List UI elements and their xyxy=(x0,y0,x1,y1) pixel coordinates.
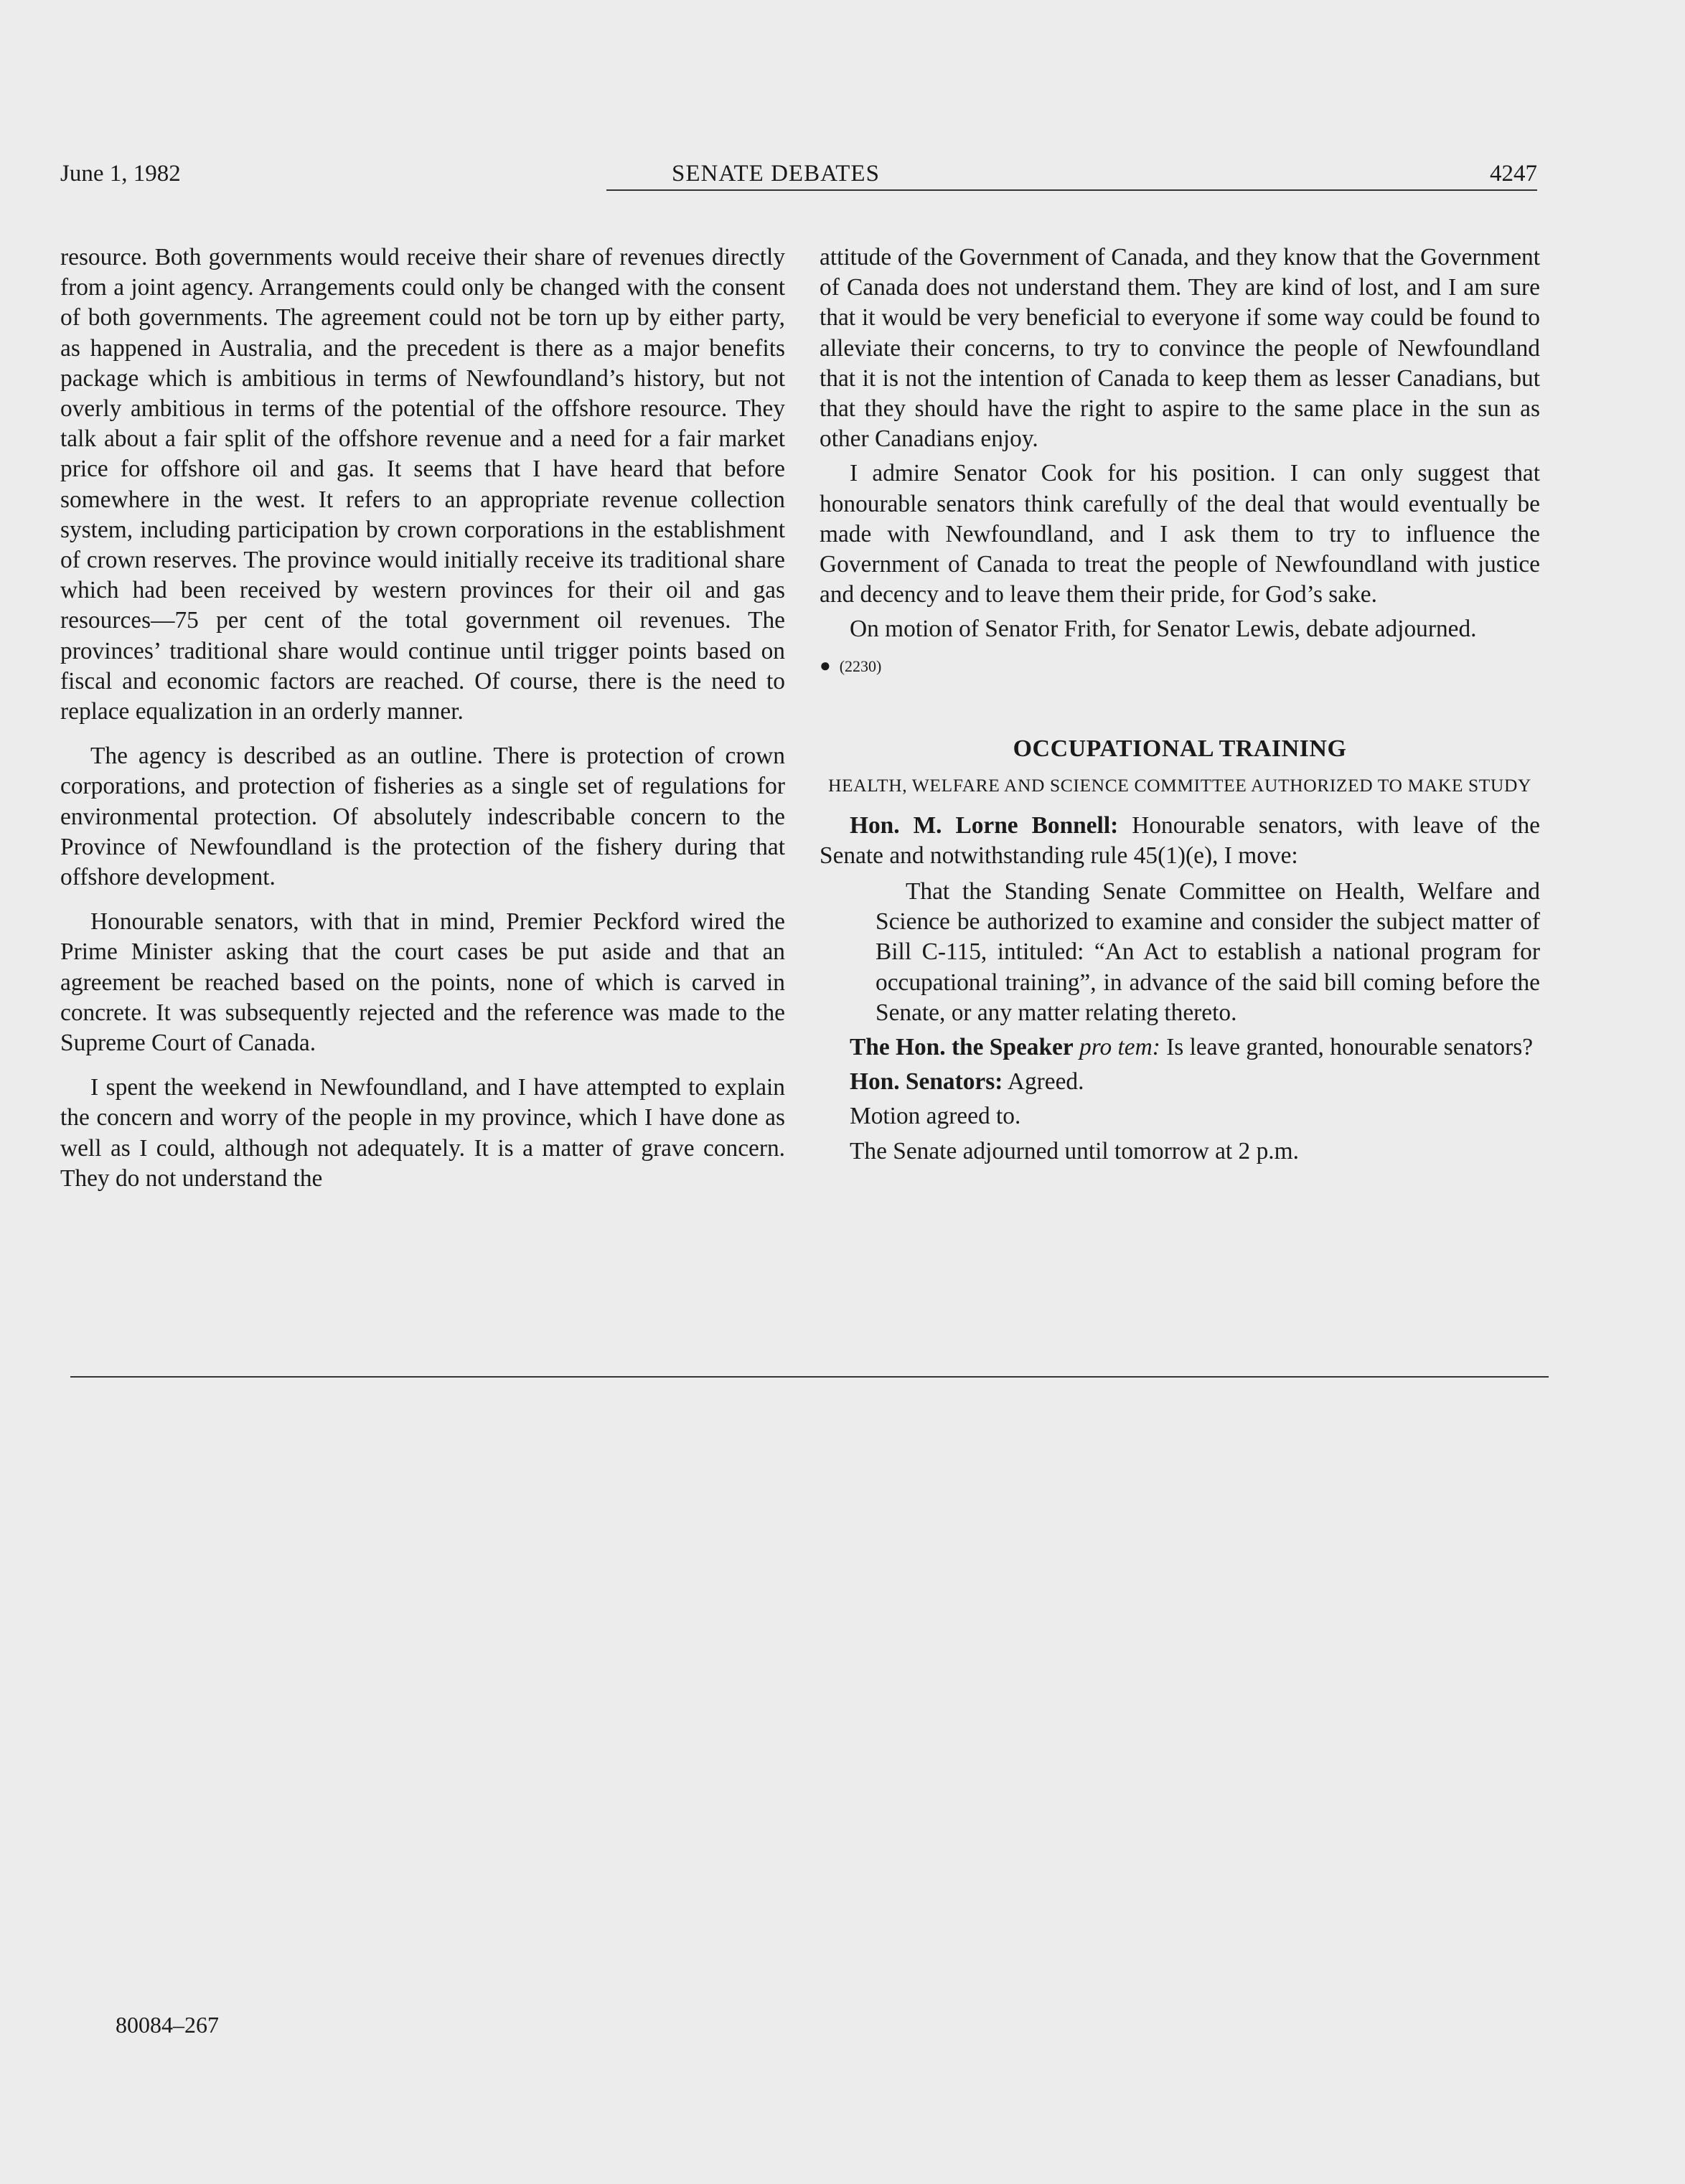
adjournment-note: The Senate adjourned until tomorrow at 2 p.m. xyxy=(850,1137,1299,1164)
motion-agreed: Motion agreed to. xyxy=(850,1103,1021,1130)
header-page-number: 4247 xyxy=(1490,161,1537,187)
speaker-name: Hon. Senators: xyxy=(850,1068,1003,1096)
senators-reply xyxy=(820,1067,1540,1097)
header-rule xyxy=(606,189,1537,191)
time-marker xyxy=(820,655,1540,677)
footer-code: 80084–267 xyxy=(116,2012,219,2038)
left-paragraph-2: The agency is described as an outline. There is protection of crown corporations, and protection of fisheries as a single set of regulations for environmental protection. Of absolutely indescribable concern to the Province of Newfoundland is the protection of the fishery during that offshore development. xyxy=(60,743,785,891)
speaker-question xyxy=(820,1032,1540,1063)
motion-quote: That the Standing Senate Committee on Health, Welfare and Science be authorized to examine and consider the subject matter of Bill C-115, intituled: “An Act to establish a national program for occupational training”, in advance of the said bill coming before the Senate, or any matter relating thereto. xyxy=(876,878,1540,1026)
left-paragraph-3: Honourable senators, with that in mind, Premier Peckford wired the Prime Minister asking that the court cases be put aside and that an agreement be reached based on the points, none of which is carved in concrete. It was subsequently rejected and the reference was made to the Supreme Court of Canada. xyxy=(60,908,785,1057)
time-marker-text: (2230) xyxy=(839,656,882,675)
header-title: SENATE DEBATES xyxy=(672,161,880,187)
left-column xyxy=(60,243,785,1194)
left-paragraph-4: I spent the weekend in Newfoundland, and I have attempted to explain the concern and worry of the people in my province, which I have done as well as I could, although not adequately. It is a matter of grave concern. They do not understand the xyxy=(60,1074,785,1192)
right-paragraph-1: attitude of the Government of Canada, and they know that the Government of Canada does not understand them. They are kind of lost, and I am sure that it would be very beneficial to everyone if some way could be found to alleviate their concerns, to try to convince the people of Newfoundland that it is not the intention of Canada to keep them as lesser Canadians, but that they should have the right to aspire to the same place in the sun as other Canadians enjoy. xyxy=(820,244,1540,453)
right-column xyxy=(820,243,1540,1167)
header-date: June 1, 1982 xyxy=(60,161,181,187)
section-title: OCCUPATIONAL TRAINING xyxy=(1013,735,1347,762)
speaker-name: The Hon. the Speaker xyxy=(850,1034,1074,1061)
speaker-suffix: pro tem: xyxy=(1073,1034,1160,1061)
speaker-text: Agreed. xyxy=(1003,1068,1084,1096)
left-paragraph-1: resource. Both governments would receive their share of revenues directly from a joint agency. Arrangements could only be changed with the consent of both governments. The agreement could not be torn up by either party, as happened in Australia, and the precedent is there as a major benefits package which is ambitious in terms of Newfoundland’s history, but not overly ambitious in terms of the potential of the offshore resource. They talk about a fair split of the offshore revenue and a need for a fair market price for offshore oil and gas. It seems that I have heard that before somewhere in the west. It refers to an appropriate revenue collection system, including participation by crown corporations in the establishment of crown reserves. The province would initially receive its traditional share which had been received by western provinces for their oil and gas resources—75 per cent of the total government oil revenues. The provinces’ traditional share would continue until trigger points based on fiscal and economic factors are reached. Of course, there is the need to replace equalization in an orderly manner. xyxy=(60,244,785,725)
section-subtitle: HEALTH, WELFARE AND SCIENCE COMMITTEE AUTHORIZED TO MAKE STUDY xyxy=(828,774,1531,796)
speaker-text: Is leave granted, honourable senators? xyxy=(1160,1034,1534,1061)
speaker-text: Honourable senators, with leave of the Senate and notwithstanding rule 45(1)(e), I move: xyxy=(820,811,1540,869)
bottom-rule xyxy=(70,1376,1549,1378)
bonnell-motion-intro xyxy=(820,811,1540,871)
right-paragraph-2: I admire Senator Cook for his position. I can only suggest that honourable senators think carefully of the deal that would eventually be made with Newfoundland, and I ask them to try to influence the Government of Canada to treat the people of Newfoundland with justice and decency and to leave them their pride, for God’s sake. xyxy=(820,460,1540,608)
bullet-icon: ● xyxy=(820,654,831,676)
speaker-name: Hon. M. Lorne Bonnell: xyxy=(850,811,1119,839)
right-paragraph-3: On motion of Senator Frith, for Senator Lewis, debate adjourned. xyxy=(850,616,1477,643)
